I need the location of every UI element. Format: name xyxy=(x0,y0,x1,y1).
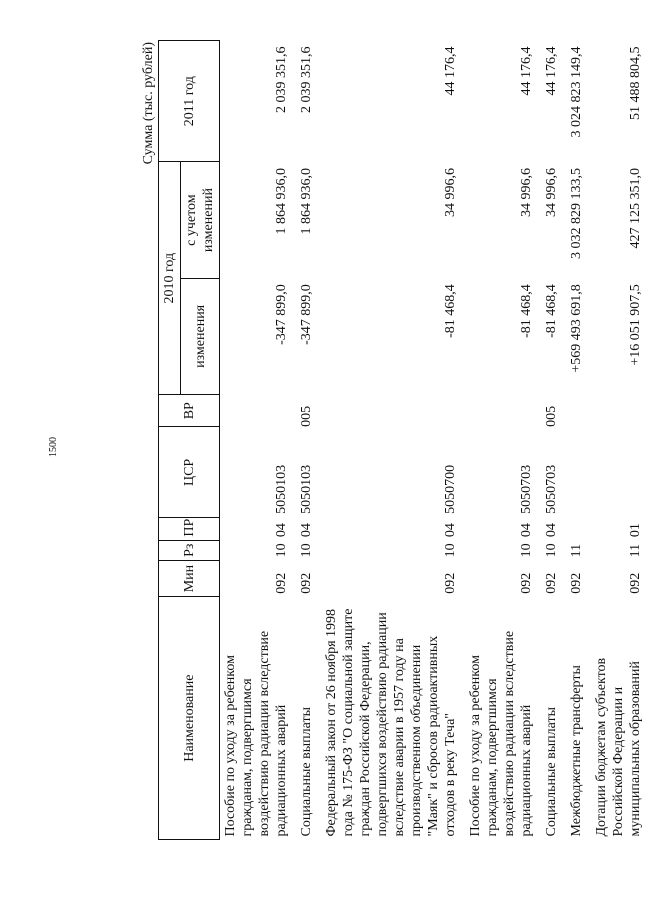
row-pr: 04 xyxy=(544,523,559,538)
row-vr xyxy=(591,395,644,427)
header-year-2010: 2010 год xyxy=(159,162,181,395)
row-2011: 2 039 351,6 xyxy=(274,46,289,113)
header-csr: ЦСР xyxy=(159,427,220,518)
row-pr: 04 xyxy=(299,523,314,538)
header-s-uchetom: с учетом изменений xyxy=(181,162,220,278)
header-vr: ВР xyxy=(159,395,220,427)
header-min: Мин xyxy=(159,560,220,596)
row-vr: 005 xyxy=(299,405,314,427)
row-pr: 04 xyxy=(274,523,289,538)
row-name: Дотации бюджетам субъектов Российской Федерации и муниципальных образований xyxy=(594,657,643,837)
row-vr xyxy=(220,395,291,427)
row-s-uchetom: 1 864 936,0 xyxy=(274,167,289,235)
budget-table xyxy=(158,40,650,840)
row-min: 092 xyxy=(299,572,314,594)
row-2011: 2 039 351,6 xyxy=(299,46,314,113)
table-row xyxy=(541,41,560,840)
row-vr xyxy=(566,395,585,427)
row-izmeneniya: -81 468,4 xyxy=(519,284,534,338)
table-body xyxy=(220,41,650,840)
row-2011: 44 176,4 xyxy=(519,46,534,96)
table-row xyxy=(296,41,315,840)
row-pr xyxy=(566,518,585,540)
row-csr: 5050700 xyxy=(443,464,458,514)
row-izmeneniya: -347 899,0 xyxy=(299,284,314,345)
header-rz: Рз xyxy=(159,540,220,560)
row-2011: 44 176,4 xyxy=(443,46,458,96)
row-csr xyxy=(566,427,585,518)
row-2011: 44 176,4 xyxy=(544,46,559,96)
row-name: Межбюджетные трансферты xyxy=(569,665,584,837)
row-izmeneniya: +569 493 691,8 xyxy=(569,284,584,373)
row-csr: 5050703 xyxy=(544,464,559,514)
units-caption: Сумма (тыс. рублей) xyxy=(141,42,156,165)
row-vr xyxy=(465,395,535,427)
row-pr: 01 xyxy=(628,523,643,538)
table-row xyxy=(591,41,644,840)
row-name: Социальные выплаты xyxy=(299,706,314,837)
header-name: Наименование xyxy=(159,597,220,840)
header-pr: ПР xyxy=(159,518,220,540)
row-izmeneniya: -81 468,4 xyxy=(443,284,458,338)
page-number: 1500 xyxy=(48,437,59,457)
budget-table-sheet xyxy=(140,30,650,850)
row-min: 092 xyxy=(569,572,584,594)
row-min: 092 xyxy=(519,572,534,594)
row-name: Социальные выплаты xyxy=(544,706,559,837)
row-izmeneniya: +16 051 907,5 xyxy=(628,284,643,366)
row-min: 092 xyxy=(628,572,643,594)
row-csr xyxy=(591,427,644,518)
row-izmeneniya: -81 468,4 xyxy=(544,284,559,338)
table-row xyxy=(465,41,535,840)
row-vr xyxy=(321,395,459,427)
row-spacer xyxy=(644,41,650,840)
row-s-uchetom: 3 032 829 133,5 xyxy=(569,167,584,259)
row-s-uchetom: 34 996,6 xyxy=(443,167,458,217)
row-name: Пособие по уходу за ребенком гражданам, подвергшимся воздействию радиации вследствие радиационных аварий xyxy=(468,630,534,837)
row-min: 092 xyxy=(544,572,559,594)
row-csr: 5050103 xyxy=(274,464,289,514)
row-csr: 5050103 xyxy=(299,464,314,514)
header-izmeneniya: изменения xyxy=(181,278,220,394)
table-row xyxy=(321,41,459,840)
row-min: 092 xyxy=(443,572,458,594)
row-s-uchetom: 34 996,6 xyxy=(519,167,534,217)
row-rz: 10 xyxy=(274,543,289,558)
row-rz: 10 xyxy=(299,543,314,558)
header-year-2011: 2011 год xyxy=(159,41,220,162)
row-pr: 04 xyxy=(519,523,534,538)
row-name: Федеральный закон от 26 ноября 1998 года № 175-ФЗ "О социальной защите граждан Российской Федерации, подвергшихся воздействию радиации вследствие аварии в 1957 году на производственном объединении "Маяк" и сбросов радиоактивных отходов в реку Теча" xyxy=(324,608,458,837)
row-rz: 11 xyxy=(569,543,584,558)
row-rz: 10 xyxy=(519,543,534,558)
row-rz: 10 xyxy=(443,543,458,558)
row-rz: 10 xyxy=(544,543,559,558)
row-pr: 04 xyxy=(443,523,458,538)
table-header xyxy=(159,41,220,840)
row-csr: 5050703 xyxy=(519,464,534,514)
row-vr: 005 xyxy=(544,405,559,427)
row-izmeneniya: -347 899,0 xyxy=(274,284,289,345)
row-min: 092 xyxy=(274,572,289,594)
table-row xyxy=(566,41,585,840)
row-s-uchetom: 427 125 351,0 xyxy=(628,167,643,249)
row-2011: 51 488 804,5 xyxy=(628,46,643,120)
row-spacer-cell xyxy=(644,41,650,840)
table-row xyxy=(220,41,291,840)
row-name: Пособие по уходу за ребенком гражданам, подвергшимся воздействию радиации вследствие радиационных аварий xyxy=(223,630,289,837)
row-s-uchetom: 1 864 936,0 xyxy=(299,167,314,235)
row-s-uchetom: 34 996,6 xyxy=(544,167,559,217)
row-rz: 11 xyxy=(628,543,643,558)
row-2011: 3 024 823 149,4 xyxy=(569,46,584,138)
